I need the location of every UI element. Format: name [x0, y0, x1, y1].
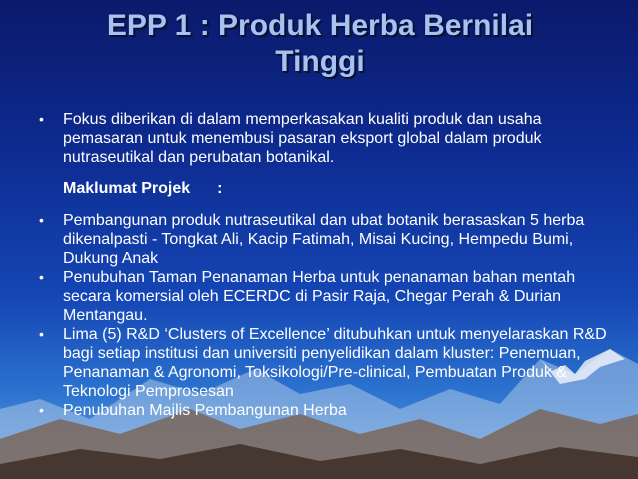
slide-title — [40, 8, 600, 80]
list-item — [36, 401, 616, 420]
project-info-colon: : — [217, 180, 223, 197]
bullet-marker: • — [39, 402, 44, 418]
list-item-text: Penubuhan Taman Penanaman Herba untuk penanaman bahan mentah secara komersial oleh ECERDC di Pasir Raja, Chegar Perah & Durian Mentangau. — [63, 269, 576, 324]
list-item — [36, 268, 616, 325]
slide-title-line-2: Tinggi — [275, 45, 365, 78]
project-info-heading — [36, 178, 616, 200]
bullet-marker: • — [39, 269, 44, 285]
list-item-text: Lima (5) R&D ‘Clusters of Excellence’ ditubuhkan untuk menyelaraskan R&D bagi setiap institusi dan universiti penyelidikan dalam kluster: Penemuan, Penanaman & Agronomi, Toksikologi/Pre-clinical, Pembuatan Produk & Teknologi Pemprosesan — [63, 326, 607, 400]
list-item — [36, 211, 616, 268]
list-item-text: Pembangunan produk nutraseutikal dan ubat botanik berasaskan 5 herba dikenalpasti - Tongkat Ali, Kacip Fatimah, Misai Kucing, Hempedu Bumi, Dukung Anak — [63, 212, 585, 267]
bullet-marker: • — [39, 111, 44, 127]
bullet-marker: • — [39, 212, 44, 228]
slide-title-line-1: EPP 1 : Produk Herba Bernilai — [106, 9, 534, 42]
intro-bullet — [36, 110, 616, 167]
slide-body — [36, 110, 616, 420]
list-item-text: Penubuhan Majlis Pembangunan Herba — [63, 402, 347, 419]
project-info-label: Maklumat Projek — [63, 180, 191, 197]
intro-text: Fokus diberikan di dalam memperkasakan kualiti produk dan usaha pemasaran untuk menembusi pasaran eksport global dalam produk nutraseutikal dan perubatan botanikal. — [63, 111, 542, 166]
list-item — [36, 325, 616, 401]
bullet-marker: • — [39, 326, 44, 342]
